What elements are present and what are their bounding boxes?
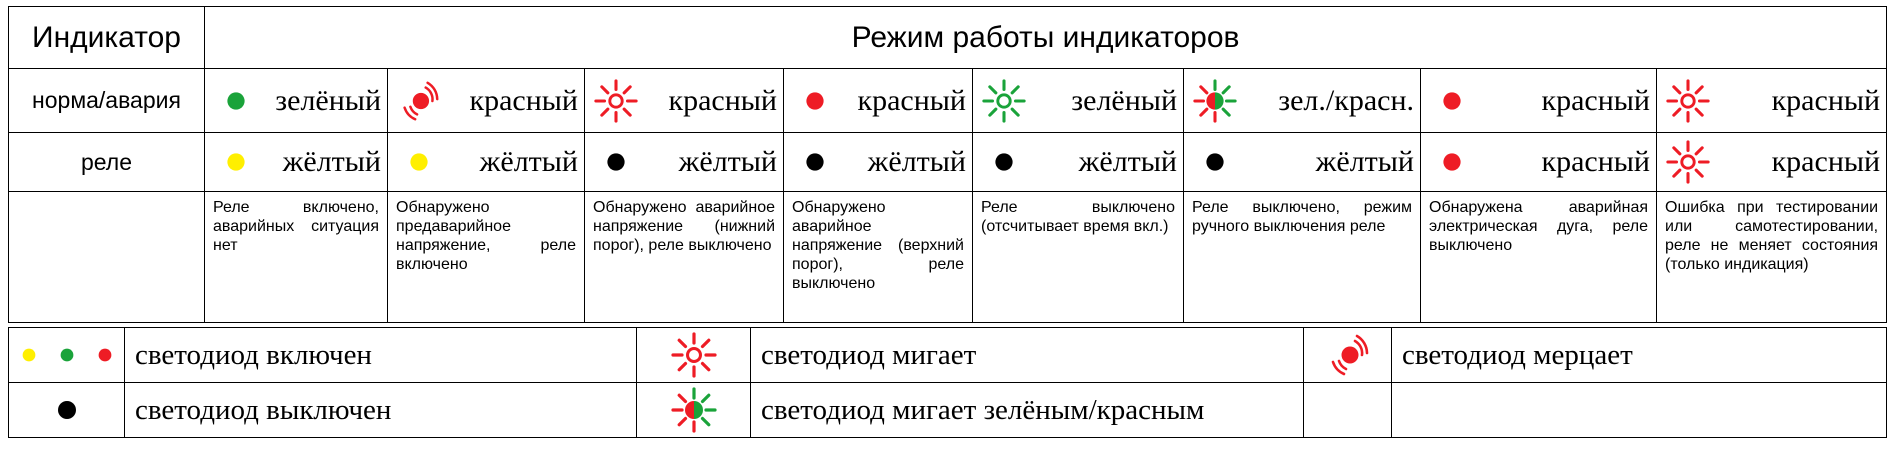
relay-indicator-cell bbox=[1657, 133, 1887, 192]
relay-indicator-cell bbox=[1421, 133, 1657, 192]
relay-indicator-color-text: красный bbox=[1541, 145, 1650, 178]
empty-cell bbox=[9, 192, 205, 323]
mode-description: Реле выключено, режим ручного выключения реле bbox=[1184, 192, 1421, 323]
legend-blink-icon-cell bbox=[637, 328, 751, 383]
legend-empty-cell bbox=[1304, 383, 1392, 438]
legend-table bbox=[8, 327, 1887, 438]
legend-led-blinks-green-red-text: светодиод мигает зелёным/красным bbox=[751, 383, 1304, 438]
relay-indicator-cell bbox=[205, 133, 388, 192]
red-led-flicker-icon bbox=[396, 78, 442, 124]
norm-indicator-color-text: красный bbox=[469, 83, 578, 117]
mode-description: Реле выключено (отсчитывает время вкл.) bbox=[973, 192, 1184, 323]
mode-description: Обнаружено аварийное напряжение (нижний порог), реле выключено bbox=[585, 192, 784, 323]
red-led-blink-icon bbox=[670, 331, 718, 379]
mode-description: Обнаружено аварийное напряжение (верхний порог), реле выключено bbox=[784, 192, 973, 323]
relay-indicator-cell bbox=[784, 133, 973, 192]
relay-row-label: реле bbox=[9, 133, 205, 192]
mode-description: Обнаружена аварийная электрическая дуга, реле выключено bbox=[1421, 192, 1657, 323]
led-on-icons bbox=[9, 328, 125, 383]
green-led-blink-icon bbox=[981, 78, 1027, 124]
norm-indicator-color-text: зелёный bbox=[275, 83, 381, 117]
relay-indicator-cell bbox=[585, 133, 784, 192]
norm-indicator-color-text: красный bbox=[857, 83, 966, 117]
norm-indicator-cell bbox=[585, 69, 784, 133]
green-red-led-blink-icon bbox=[1192, 78, 1238, 124]
norm-indicator-cell bbox=[784, 69, 973, 133]
norm-indicator-cell bbox=[388, 69, 585, 133]
red-led-on-icon bbox=[792, 78, 838, 124]
red-led-flicker-icon bbox=[1324, 331, 1372, 379]
green-led-on-icon bbox=[50, 338, 84, 372]
norm-indicator-cell bbox=[1657, 69, 1887, 133]
norm-indicator-color-text: зел./красн. bbox=[1278, 83, 1414, 117]
led-off-icon bbox=[593, 139, 639, 185]
red-led-blink-icon bbox=[1665, 139, 1711, 185]
norm-indicator-cell bbox=[1184, 69, 1421, 133]
legend-off-icon-cell bbox=[9, 383, 125, 438]
led-off-icon bbox=[1192, 139, 1238, 185]
led-off-icon bbox=[792, 139, 838, 185]
norm-indicator-color-text: зелёный bbox=[1071, 83, 1177, 117]
indicator-modes-table bbox=[8, 6, 1887, 323]
relay-indicator-color-text: жёлтый bbox=[1315, 145, 1414, 178]
red-led-on-icon bbox=[1429, 78, 1475, 124]
relay-indicator-cell bbox=[1184, 133, 1421, 192]
red-led-blink-icon bbox=[1665, 78, 1711, 124]
mode-header: Режим работы индикаторов bbox=[205, 7, 1887, 69]
norm-indicator-cell bbox=[1421, 69, 1657, 133]
green-led-on-icon bbox=[213, 78, 259, 124]
norm-indicator-color-text: красный bbox=[668, 83, 777, 117]
mode-description: Обнаружено предаварийное напряжение, реле включено bbox=[388, 192, 585, 323]
yellow-led-on-icon bbox=[12, 338, 46, 372]
legend-led-off-text: светодиод выключен bbox=[125, 383, 637, 438]
legend-led-blinks-text: светодиод мигает bbox=[751, 328, 1304, 383]
norm-indicator-cell bbox=[205, 69, 388, 133]
led-off-icon bbox=[43, 386, 91, 434]
relay-indicator-cell bbox=[973, 133, 1184, 192]
relay-indicator-color-text: жёлтый bbox=[479, 145, 578, 178]
norm-indicator-color-text: красный bbox=[1771, 83, 1881, 117]
green-red-led-blink-icon bbox=[670, 386, 718, 434]
legend-empty-cell bbox=[1392, 383, 1887, 438]
indicator-header: Индикатор bbox=[9, 7, 205, 69]
relay-indicator-color-text: жёлтый bbox=[678, 145, 777, 178]
mode-description: Реле включено, аварийных ситуация нет bbox=[205, 192, 388, 323]
relay-indicator-color-text: жёлтый bbox=[282, 145, 381, 178]
relay-indicator-color-text: жёлтый bbox=[1078, 145, 1177, 178]
red-led-on-icon bbox=[1429, 139, 1475, 185]
norm-row-label: норма/авария bbox=[9, 69, 205, 133]
relay-indicator-cell bbox=[388, 133, 585, 192]
mode-description: Ошибка при тестировании или самотестировании, реле не меняет состояния (только индикация) bbox=[1657, 192, 1887, 323]
yellow-led-on-icon bbox=[213, 139, 259, 185]
red-led-blink-icon bbox=[593, 78, 639, 124]
led-off-icon bbox=[981, 139, 1027, 185]
yellow-led-on-icon bbox=[396, 139, 442, 185]
norm-indicator-color-text: красный bbox=[1541, 83, 1650, 117]
legend-led-on-text: светодиод включен bbox=[125, 328, 637, 383]
legend-flicker-icon-cell bbox=[1304, 328, 1392, 383]
norm-indicator-cell bbox=[973, 69, 1184, 133]
legend-green-red-icon-cell bbox=[637, 383, 751, 438]
red-led-on-icon bbox=[88, 338, 122, 372]
relay-indicator-color-text: красный bbox=[1771, 145, 1881, 178]
legend-led-flickers-text: светодиод мерцает bbox=[1392, 328, 1887, 383]
relay-indicator-color-text: жёлтый bbox=[867, 145, 966, 178]
